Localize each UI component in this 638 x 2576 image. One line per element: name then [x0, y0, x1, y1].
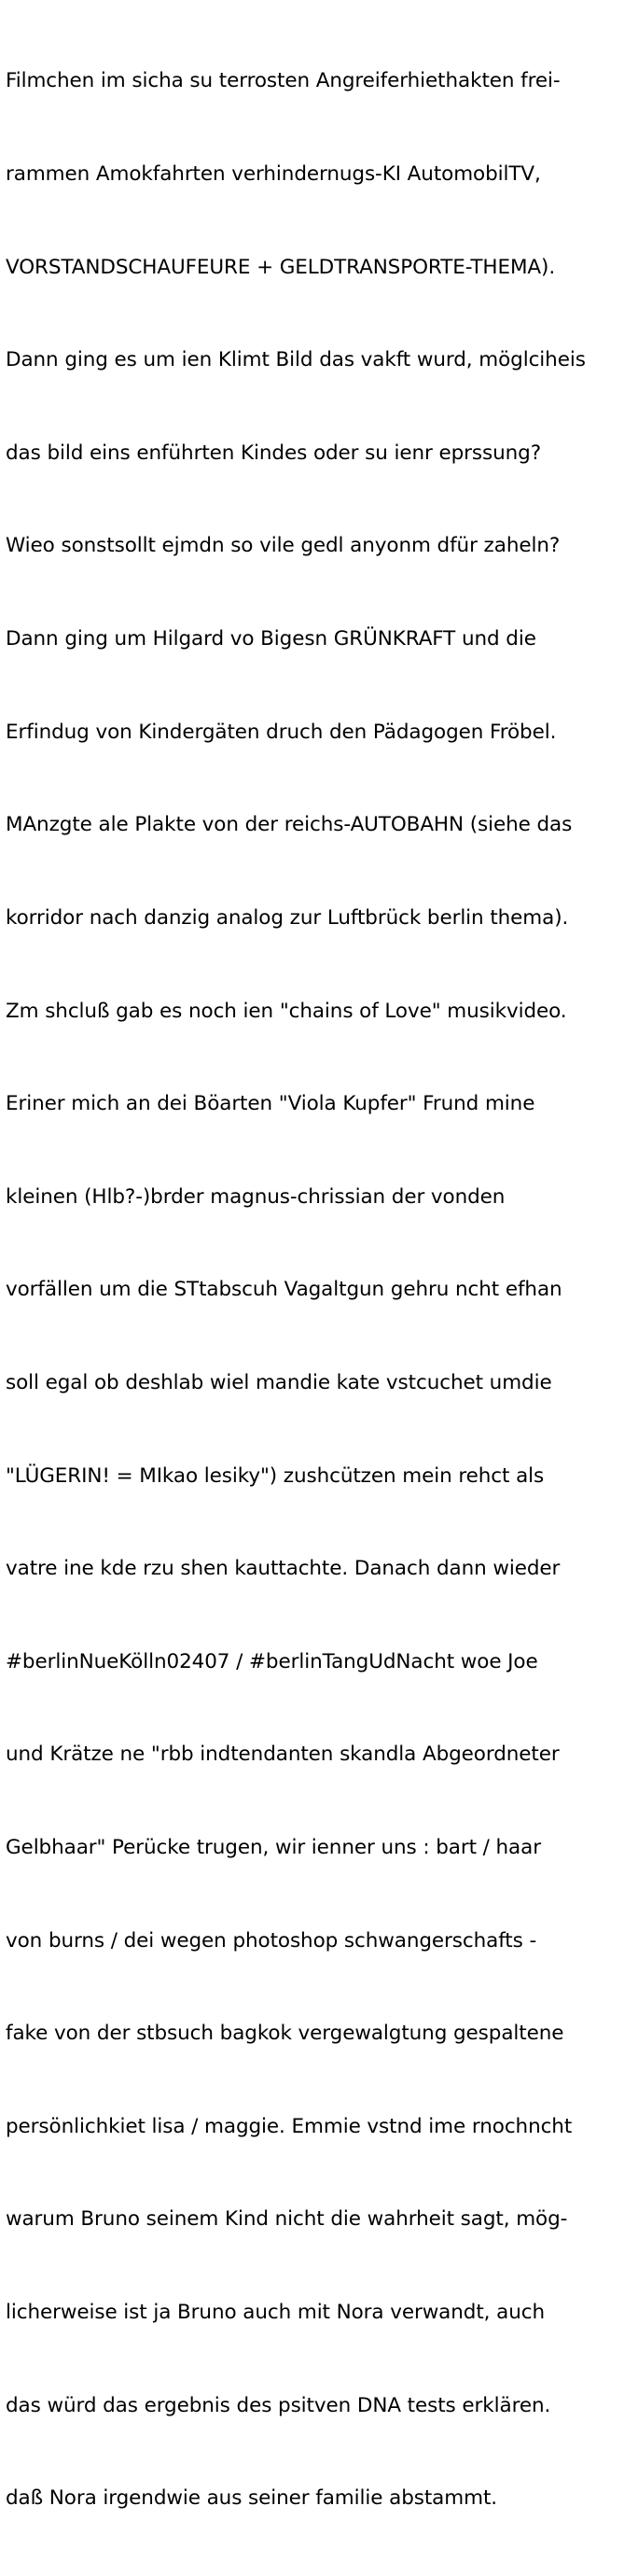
- text-line: licherweise ist ja Bruno auch mit Nora verwandt, auch: [6, 2301, 545, 2325]
- text-line: Erfindug von Kindergäten druch den Pädagogen Fröbel.: [6, 720, 557, 744]
- text-line: VORSTANDSCHAUFEURE + GELDTRANSPORTE-THEMA).: [6, 255, 556, 279]
- text-line: Wieo sonstsollt ejmdn so vile gedl anyonm dfür zaheln?: [6, 534, 561, 558]
- text-line: Dann ging um Hilgard vo Bigesn GRÜNKRAFT und die: [6, 627, 536, 651]
- text-line: #berlinNueKölln02407 / #berlinTangUdNacht woe Joe: [6, 1649, 538, 1673]
- text-line: Zm shcluß gab es noch ien "chains of Love" musikvideo.: [6, 999, 567, 1023]
- text-line: warum Bruno seinem Kind nicht die wahrheit sagt, mög-: [6, 2207, 568, 2232]
- text-line: kleinen (Hlb?-)brder magnus-chrissian der vonden: [6, 1184, 506, 1209]
- text-line: das bild eins enführten Kindes oder su ienr eprssung?: [6, 441, 542, 465]
- text-line: korridor nach danzig analog zur Luftbrück berlin thema).: [6, 905, 569, 930]
- text-line: Dann ging es um ien Klimt Bild das vakft wurd, möglciheis: [6, 348, 586, 372]
- text-line: rammen Amokfahrten verhindernugs-KI AutomobilTV,: [6, 162, 541, 187]
- text-line: vorfällen um die STtabscuh Vagaltgun gehru ncht efhan: [6, 1278, 562, 1302]
- text-line: und Krätze ne "rbb indtendanten skandla Abgeordneter: [6, 1743, 560, 1767]
- text-line: Eriner mich an dei Böarten "Viola Kupfer" Frund mine: [6, 1092, 535, 1116]
- text-line: daß Nora irgendwie aus seiner familie abstammt.: [6, 2486, 498, 2511]
- text-line: vatre ine kde rzu shen kauttachte. Danach dann wieder: [6, 1557, 561, 1581]
- document-text-block: [6, 4, 632, 2576]
- text-line: soll egal ob deshlab wiel mandie kate vstcuchet umdie: [6, 1370, 552, 1394]
- text-line: MAnzgte ale Plakte von der reichs-AUTOBAHN (siehe das: [6, 813, 573, 837]
- text-line: Gelbhaar" Perücke trugen, wir ienner uns : bart / haar: [6, 1835, 541, 1859]
- text-line: "LÜGERIN! = MIkao lesiky") zushcützen mein rehct als: [6, 1463, 545, 1488]
- text-line: persönlichkiet lisa / maggie. Emmie vstnd ime rnochncht: [6, 2114, 573, 2138]
- text-line: fake von der stbsuch bagkok vergewalgtung gespaltene: [6, 2022, 564, 2046]
- text-line: Filmchen im sicha su terrosten Angreiferhiethakten frei-: [6, 69, 561, 93]
- text-line: das würd das ergebnis des psitven DNA tests erklären.: [6, 2393, 551, 2417]
- text-line: von burns / dei wegen photoshop schwangerschafts -: [6, 1928, 537, 1953]
